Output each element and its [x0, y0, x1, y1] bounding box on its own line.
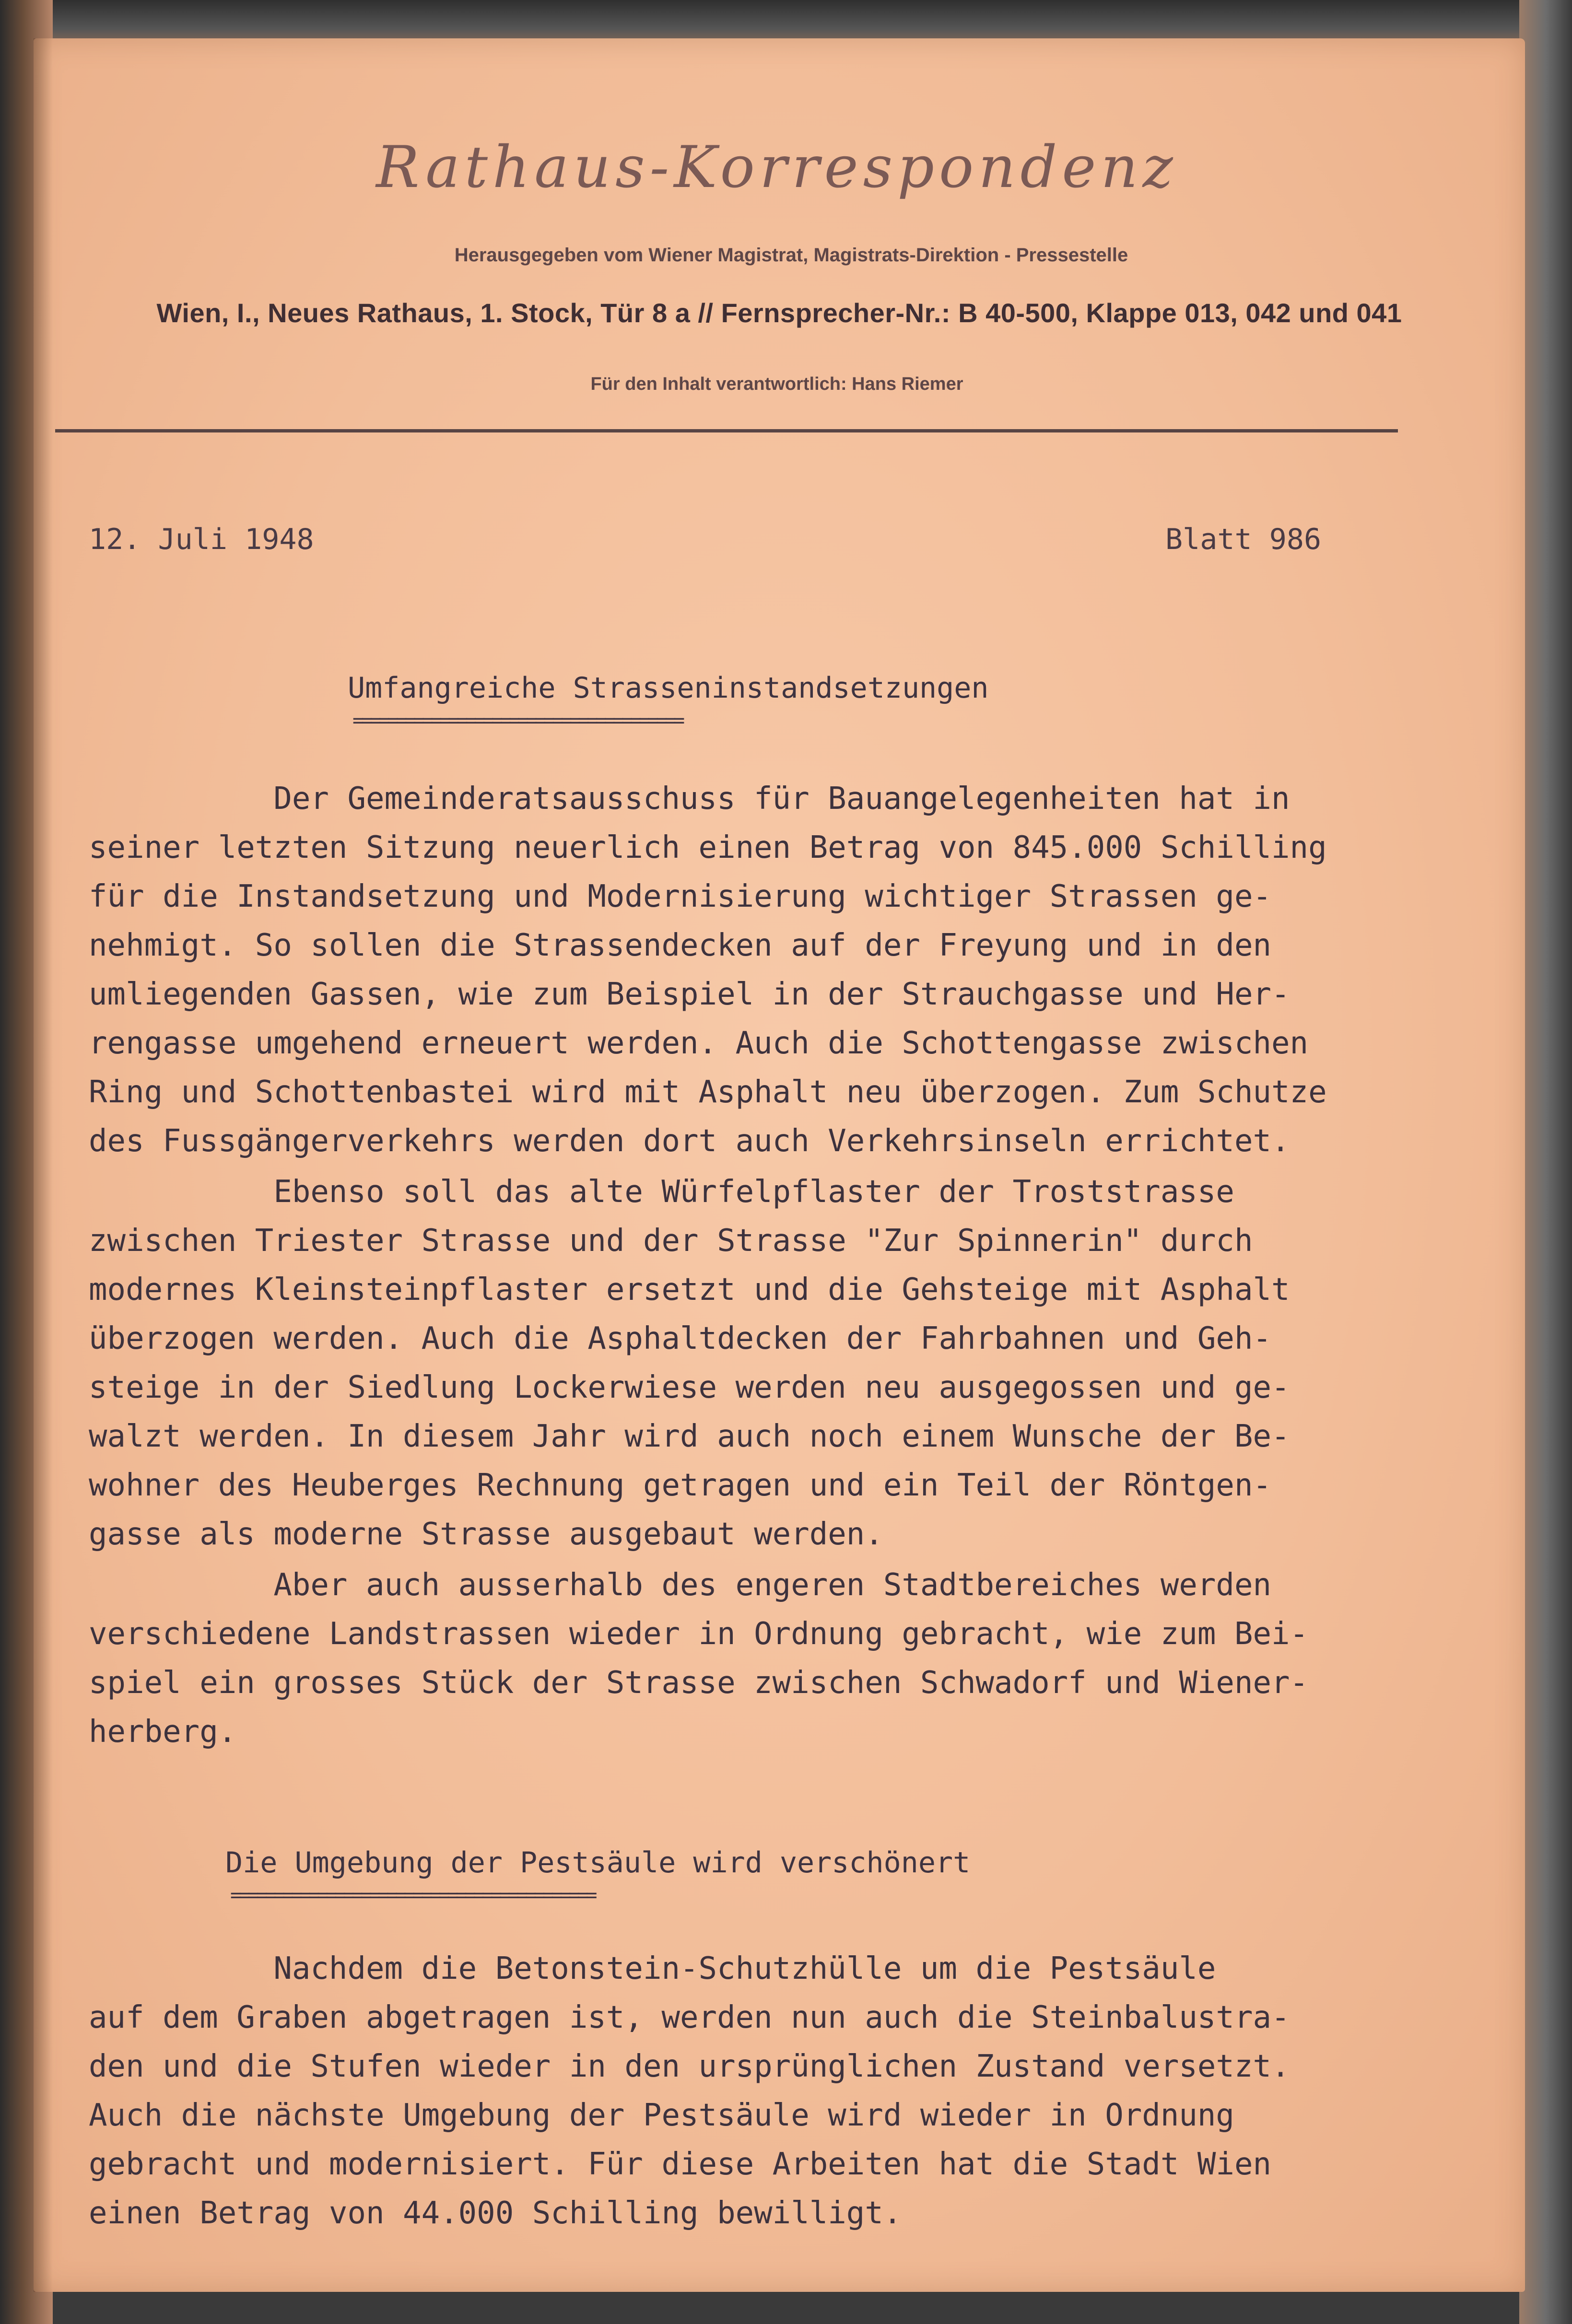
masthead-title: Rathaus-Korrespondenz	[376, 134, 1178, 201]
article-heading-underline: ==========================================	[230, 1884, 595, 1906]
document-page	[34, 38, 1525, 2292]
article-paragraph: Aber auch ausserhalb des engeren Stadtbereiches werden verschiedene Landstrassen wieder in Ordnung gebracht, wie zum Bei- spiel ein grosses Stück der Strasse zwischen Schwadorf und Wiener- herberg.	[89, 1567, 1309, 1750]
article-paragraph: Der Gemeinderatsausschuss für Bauangelegenheiten hat in seiner letzten Sitzung neuerlich einen Betrag von 845.000 Schilling für die Instandsetzung und Modernisierung wichtiger Strassen ge- nehmigt. So sollen die Strassendecken auf der Freyung und in den umliegenden Gassen, wie zum Beispiel in der Strauchgasse und Her- rengasse umgehend erneuert werden. Auch die Schottengasse zwischen Ring und Schottenbastei wird mit Asphalt neu überzogen. Zum Schutze des Fussgängerverkehrs werden dort auch Verkehrsinseln errichtet.	[89, 781, 1327, 1159]
article-heading: Die Umgebung der Pestsäule wird verschönert	[225, 1846, 971, 1880]
issue-date: 12. Juli 1948	[89, 523, 314, 556]
page-gutter-shadow	[34, 38, 53, 2292]
article-heading: Umfangreiche Strasseninstandsetzungen	[348, 671, 989, 705]
masthead-rule	[55, 429, 1398, 432]
article-heading-underline: ======================================	[352, 710, 682, 732]
sheet-number: Blatt 986	[1165, 523, 1322, 556]
article-paragraph: Nachdem die Betonstein-Schutzhülle um die Pestsäule auf dem Graben abgetragen ist, werden nun auch die Steinbalustra- den und die Stufen wieder in den ursprünglichen Zustand versetzt. Auch die nächste Umgebung der Pestsäule wird wieder in Ordnung gebracht und modernisiert. Für diese Arbeiten hat die Stadt Wien einen Betrag von 44.000 Schilling bewilligt.	[89, 1951, 1290, 2231]
article-paragraph: Ebenso soll das alte Würfelpflaster der Troststrasse zwischen Triester Strasse und der Strasse "Zur Spinnerin" durch modernes Kleinsteinpflaster ersetzt und die Gehsteige mit Asphalt überzogen werden. Auch die Asphaltdecken der Fahrbahnen und Geh- steige in der Siedlung Lockerwiese werden neu ausgegossen und ge- walzt werden. In diesem Jahr wird auch noch einem Wunsche der Be- wohner des Heuberges Rechnung getragen und ein Teil der Röntgen- gasse als moderne Strasse ausgebaut werden.	[89, 1174, 1290, 1552]
masthead-address: Wien, I., Neues Rathaus, 1. Stock, Tür 8 a // Fernsprecher-Nr.: B 40-500, Klappe 013, 042 und 041	[156, 298, 1402, 328]
binder-right-edge	[1519, 0, 1572, 2324]
masthead-publisher: Herausgegeben vom Wiener Magistrat, Magistrats-Direktion - Pressestelle	[454, 245, 1128, 266]
masthead-responsible: Für den Inhalt verantwortlich: Hans Riemer	[590, 374, 963, 394]
